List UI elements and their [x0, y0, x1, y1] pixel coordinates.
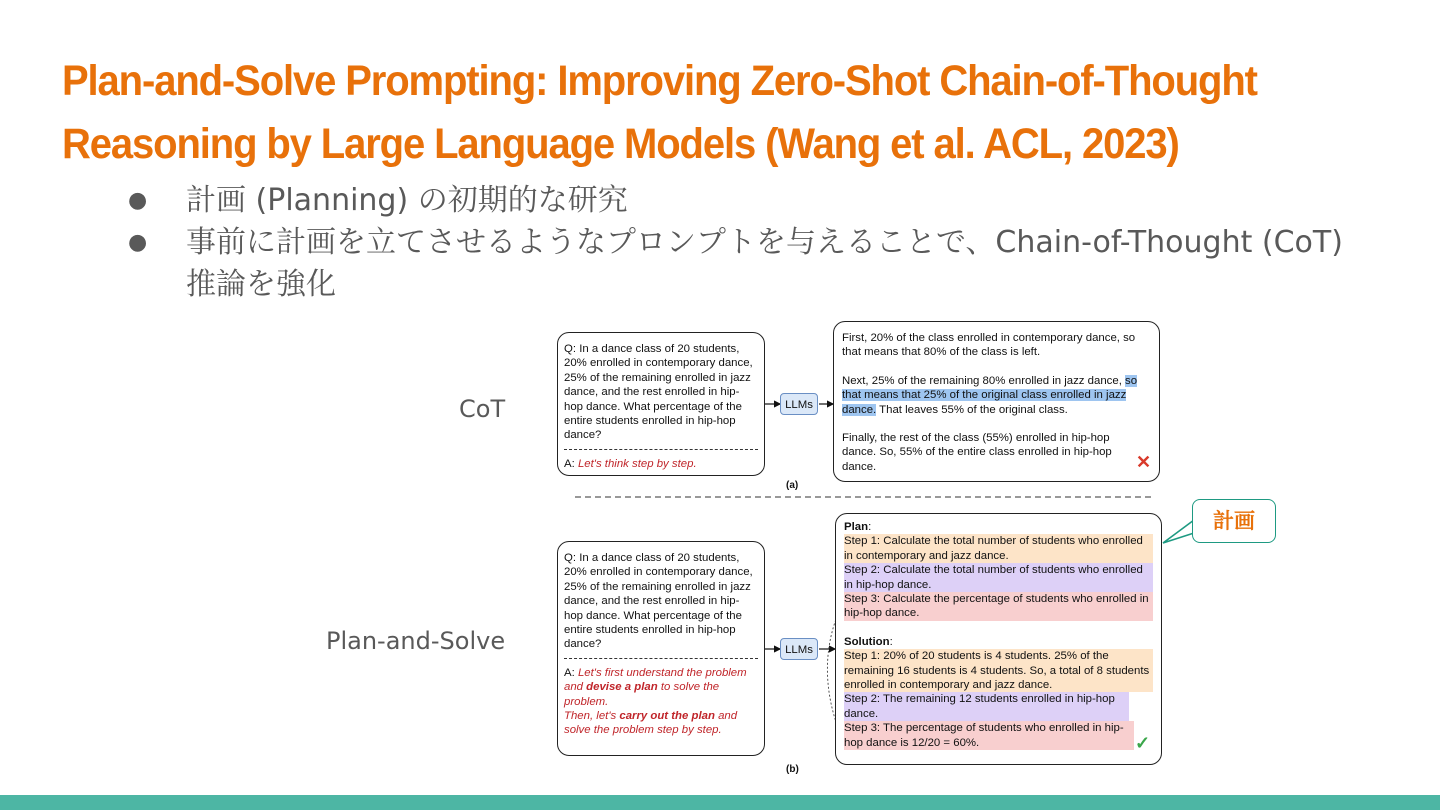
plan-header: Plan — [844, 521, 869, 533]
llm-box-ps: LLMs — [780, 638, 818, 660]
caption-a: (a) — [786, 480, 799, 491]
solution-header: Solution — [844, 635, 890, 648]
solution-step-1: Step 1: 20% of 20 students is 4 students. 25% of the remaining 16 students is 4 students. So, a total of 8 students enrolled in contemporary and jazz dance. — [844, 649, 1153, 692]
ps-question-box — [557, 541, 765, 756]
ps-prompt-devise-plan: devise a plan — [586, 681, 658, 694]
ps-prompt-2: to solve the problem. — [564, 681, 720, 708]
bullet-text: 事前に計画を立てさせるようなプロンプトを与えることで、Chain-of-Thought (CoT) 推論を強化 — [186, 225, 1343, 302]
solution-step-2: Step 2: The remaining 12 students enrolled in hip-hop dance. — [844, 692, 1129, 721]
plan-callout: 計画 — [1192, 499, 1276, 543]
callout-tail — [1163, 520, 1194, 543]
cot-output-p2 — [842, 374, 1151, 417]
cot-output-p2-a: Next, 25% of the remaining 80% enrolled in jazz dance, — [842, 374, 1126, 387]
title-line-2: Reasoning by Large Language Models (Wang et al. ACL, 2023) — [62, 120, 1179, 168]
answer-prefix: A: — [564, 666, 578, 679]
bullet-list — [128, 180, 1348, 306]
plan-step-1: Step 1: Calculate the total number of students who enrolled in contemporary and jazz dance. — [844, 534, 1153, 563]
title-line-1: Plan-and-Solve Prompting: Improving Zero-Shot Chain-of-Thought — [62, 57, 1257, 105]
plan-step-2: Step 2: Calculate the total number of students who enrolled in hip-hop dance. — [844, 563, 1153, 592]
ps-prompt-4: and solve the problem step by step. — [564, 710, 738, 737]
plan-and-solve-label: Plan-and-Solve — [326, 627, 506, 655]
cot-output-p3: Finally, the rest of the class (55%) enrolled in hip-hop dance. So, 55% of the entire class enrolled in hip-hop dance. — [842, 432, 1112, 473]
ps-question: Q: In a dance class of 20 students, 20% enrolled in contemporary dance, 25% of the remaining enrolled in jazz dance, and the rest enrolled in hip-hop dance. What percentage of the entire students enrolled in hip-hop dance? — [564, 552, 753, 651]
slide-title — [62, 50, 1299, 176]
cot-output-p2-b: That leaves 55% of the original class. — [876, 403, 1068, 416]
footer-bar — [0, 795, 1440, 810]
plan-step-3: Step 3: Calculate the percentage of students who enrolled in hip-hop dance. — [844, 592, 1153, 621]
cot-prompt: Let's think step by step. — [577, 457, 697, 470]
cot-question-box — [557, 332, 765, 476]
cot-label: CoT — [459, 395, 506, 423]
bullet-text: 計画 (Planning) の初期的な研究 — [186, 183, 628, 218]
ps-prompt-carry-out: carry out the plan — [619, 710, 715, 723]
wrong-icon: ✕ — [1136, 452, 1152, 472]
bullet-dot: ● — [128, 230, 148, 255]
bullet-item — [128, 222, 1348, 306]
cot-error-highlight: so that means that 25% of the original class enrolled in jazz dance. — [842, 374, 1138, 416]
solution-step-3: Step 3: The percentage of students who enrolled in hip-hop dance is 12/20 = 60%. — [844, 721, 1134, 750]
caption-b: (b) — [786, 764, 799, 775]
cot-output-box — [833, 321, 1160, 482]
cot-question: Q: In a dance class of 20 students, 20% enrolled in contemporary dance, 25% of the remaining enrolled in jazz dance, and the rest enrolled in hip-hop dance. What percentage of the entire students enrolled in hip-hop dance? — [564, 343, 753, 442]
ps-prompt-3: Then, let's — [564, 710, 620, 723]
plan-header-line: Plan: — [844, 521, 872, 533]
cot-output-p1: First, 20% of the class enrolled in contemporary dance, so that means that 80% of the class is left. — [842, 332, 1136, 359]
ps-prompt-1: Let's first understand the problem and — [564, 666, 747, 694]
check-icon: ✓ — [1135, 733, 1151, 753]
llm-box-cot: LLMs — [780, 393, 818, 415]
bullet-dot: ● — [128, 188, 148, 213]
ps-answer — [558, 659, 764, 738]
cot-answer-line — [558, 450, 764, 471]
bullet-item — [128, 180, 1348, 222]
ps-output-box — [835, 513, 1162, 765]
ps-output — [836, 514, 1161, 753]
solution-header-line: Solution: — [844, 635, 893, 648]
answer-prefix: A: — [564, 457, 578, 470]
cot-output — [834, 322, 1159, 474]
